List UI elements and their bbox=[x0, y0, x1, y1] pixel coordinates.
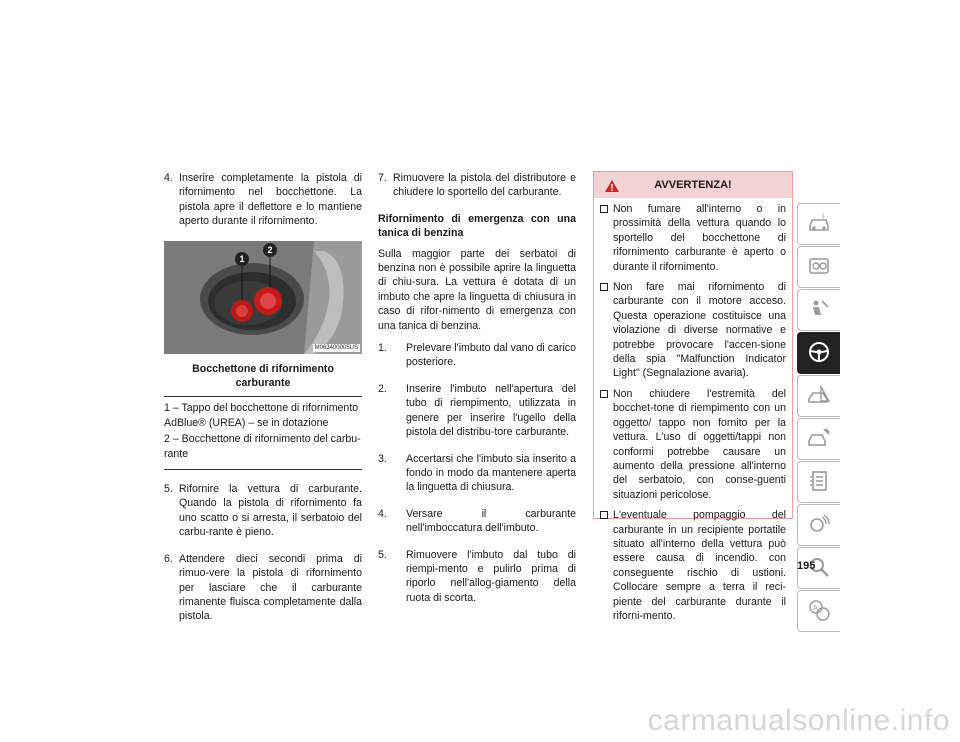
step-number: 4. bbox=[164, 172, 173, 184]
car-info-icon bbox=[807, 211, 831, 235]
emergency-icon bbox=[807, 383, 831, 407]
tab-steering-wheel[interactable] bbox=[797, 332, 840, 374]
middle-column bbox=[378, 171, 576, 617]
svg-text:i: i bbox=[822, 212, 825, 221]
emergency-step-2 bbox=[378, 382, 576, 440]
section-heading: Rifornimento di emergenza con una tanica di benzina bbox=[378, 212, 576, 240]
multimedia-icon bbox=[807, 512, 831, 536]
step-number: 4. bbox=[378, 507, 387, 520]
warning-text: Non fumare all'interno o in prossimità della vettura quando lo sportello del bocchettone di rifornimento carburante è aperto o durante il rifornimento. bbox=[613, 203, 786, 273]
step-7 bbox=[378, 171, 576, 200]
language-icon bbox=[807, 598, 831, 622]
figure-caption: Bocchettone di rifornimento carburante bbox=[192, 362, 334, 390]
service-icon bbox=[807, 426, 831, 450]
emergency-step-4 bbox=[378, 507, 576, 536]
warning-text: Non chiudere l'estremità del bocchet-tone di riempimento con un oggetto/ tappo non fornito per la vettura. L'uso di oggetti/tappi non conformi potrebbe causare un aumento della pressione all'interno del serbatoio, con conse-guenti situazioni pericolose. bbox=[613, 387, 786, 501]
step-text: Attendere dieci secondi prima di rimuo-vere la pistola di rifornimento per lasciare che il carburante rimanente fluisca completamente dalla pistola. bbox=[179, 552, 362, 623]
emergency-step-5 bbox=[378, 548, 576, 606]
step-text: Accertarsi che l'imbuto sia inserito a fondo in modo da mantenere aperta la linguetta di chiusura. bbox=[406, 452, 576, 494]
warning-triangle-icon bbox=[604, 177, 620, 203]
step-text: Rimuovere l'imbuto dal tubo di riempi-mento e pulirlo prima di riporlo nell'allog-giamento della ruota di scorta. bbox=[406, 548, 576, 604]
tab-specs[interactable] bbox=[797, 461, 840, 503]
emergency-step-1 bbox=[378, 341, 576, 370]
dashboard-icon bbox=[807, 254, 831, 278]
figure-legend bbox=[164, 396, 362, 470]
warning-text: L'eventuale pompaggio del carburante in un recipiente portatile situato all'interno della vettura può essere causa di incendio. con conseguente rischio di ustioni. Collocare sempre a terra il reci-piente del carburante durante il riforni-mento. bbox=[613, 509, 786, 622]
step-text: Rimuovere la pistola del distributore e chiudere lo sportello del carburante. bbox=[393, 172, 576, 199]
step-text: Rifornire la vettura di carburante. Quando la pistola di rifornimento fa uno scatto o si arresta, il serbatoio del carbu-rante è pieno. bbox=[179, 483, 362, 539]
tab-language[interactable] bbox=[797, 590, 840, 632]
warning-item bbox=[600, 508, 786, 623]
step-text: Prelevare l'imbuto dal vano di carico posteriore. bbox=[406, 342, 576, 369]
square-bullet-icon bbox=[600, 283, 608, 291]
warning-item bbox=[600, 387, 786, 502]
svg-text:A: A bbox=[813, 604, 818, 612]
step-number: 1. bbox=[378, 342, 387, 355]
step-text: Inserire l'imbuto nell'apertura del tubo di riempimento, utilizzata in genere per inserire l'ugello della pistola del distribu-tore carburante. bbox=[406, 382, 576, 439]
step-number: 2. bbox=[378, 382, 387, 395]
figure-code: M063400005US bbox=[314, 344, 358, 351]
tab-emergency[interactable] bbox=[797, 375, 840, 417]
tab-multimedia[interactable] bbox=[797, 504, 840, 546]
legend-item: 1 – Tappo del bocchettone di rifornimento AdBlue® (UREA) – se in dotazione bbox=[164, 402, 359, 429]
steering-wheel-icon bbox=[807, 340, 831, 364]
section-paragraph: Sulla maggior parte dei serbatoi di benzina non è possibile aprire la linguetta di chiu-sura. La vettura è dotata di un imbuto che apre la linguetta di chiusura in caso di rifor-nimento di emergenza con una tanica di benzina. bbox=[378, 247, 576, 332]
safety-icon bbox=[807, 297, 831, 321]
square-bullet-icon bbox=[600, 511, 608, 519]
left-column bbox=[164, 171, 362, 636]
fuel-filler-illustration bbox=[164, 241, 362, 354]
square-bullet-icon bbox=[600, 205, 608, 213]
warning-header bbox=[594, 172, 792, 198]
step-number: 5. bbox=[164, 483, 173, 496]
warning-title: AVVERTENZA! bbox=[654, 179, 732, 191]
page-number: 195 bbox=[797, 560, 816, 572]
warning-item bbox=[600, 280, 786, 381]
warning-box bbox=[593, 171, 793, 622]
fuel-filler-photo bbox=[164, 241, 362, 354]
legend-item: 2 – Bocchettone di rifornimento del carbu-rante bbox=[164, 433, 361, 460]
step-number: 7. bbox=[378, 172, 387, 184]
warning-item bbox=[600, 202, 786, 274]
specs-icon bbox=[807, 469, 831, 493]
step-number: 6. bbox=[164, 552, 173, 565]
warning-body bbox=[594, 198, 792, 623]
step-number: 3. bbox=[378, 452, 387, 465]
step-number: 5. bbox=[378, 548, 387, 561]
step-6 bbox=[164, 552, 362, 624]
step-4 bbox=[164, 171, 362, 229]
emergency-step-3 bbox=[378, 452, 576, 495]
step-5 bbox=[164, 482, 362, 540]
watermark: carmanualsonline.info bbox=[647, 704, 950, 737]
square-bullet-icon bbox=[600, 390, 608, 398]
tab-dashboard[interactable] bbox=[797, 246, 840, 288]
callout-2: 2 bbox=[263, 243, 277, 257]
tab-car-info[interactable] bbox=[797, 203, 840, 245]
step-text: Versare il carburante nell'imboccatura dell'imbuto. bbox=[406, 507, 576, 535]
tab-service[interactable] bbox=[797, 418, 840, 460]
warning-text: Non fare mai rifornimento di carburante con il motore acceso. Questa operazione costituisce una violazione di diverse normative e potrebbe provocare l'accen-sione della spia "Malfunction Indicator Light" (Segnalazione avaria). bbox=[613, 281, 786, 380]
tab-safety[interactable] bbox=[797, 289, 840, 331]
step-text: Inserire completamente la pistola di rifornimento nel bocchettone. La pistola apre il deflettore e lo mantiene aperto durante il rifornimento. bbox=[179, 172, 362, 228]
callout-1: 1 bbox=[235, 252, 249, 266]
